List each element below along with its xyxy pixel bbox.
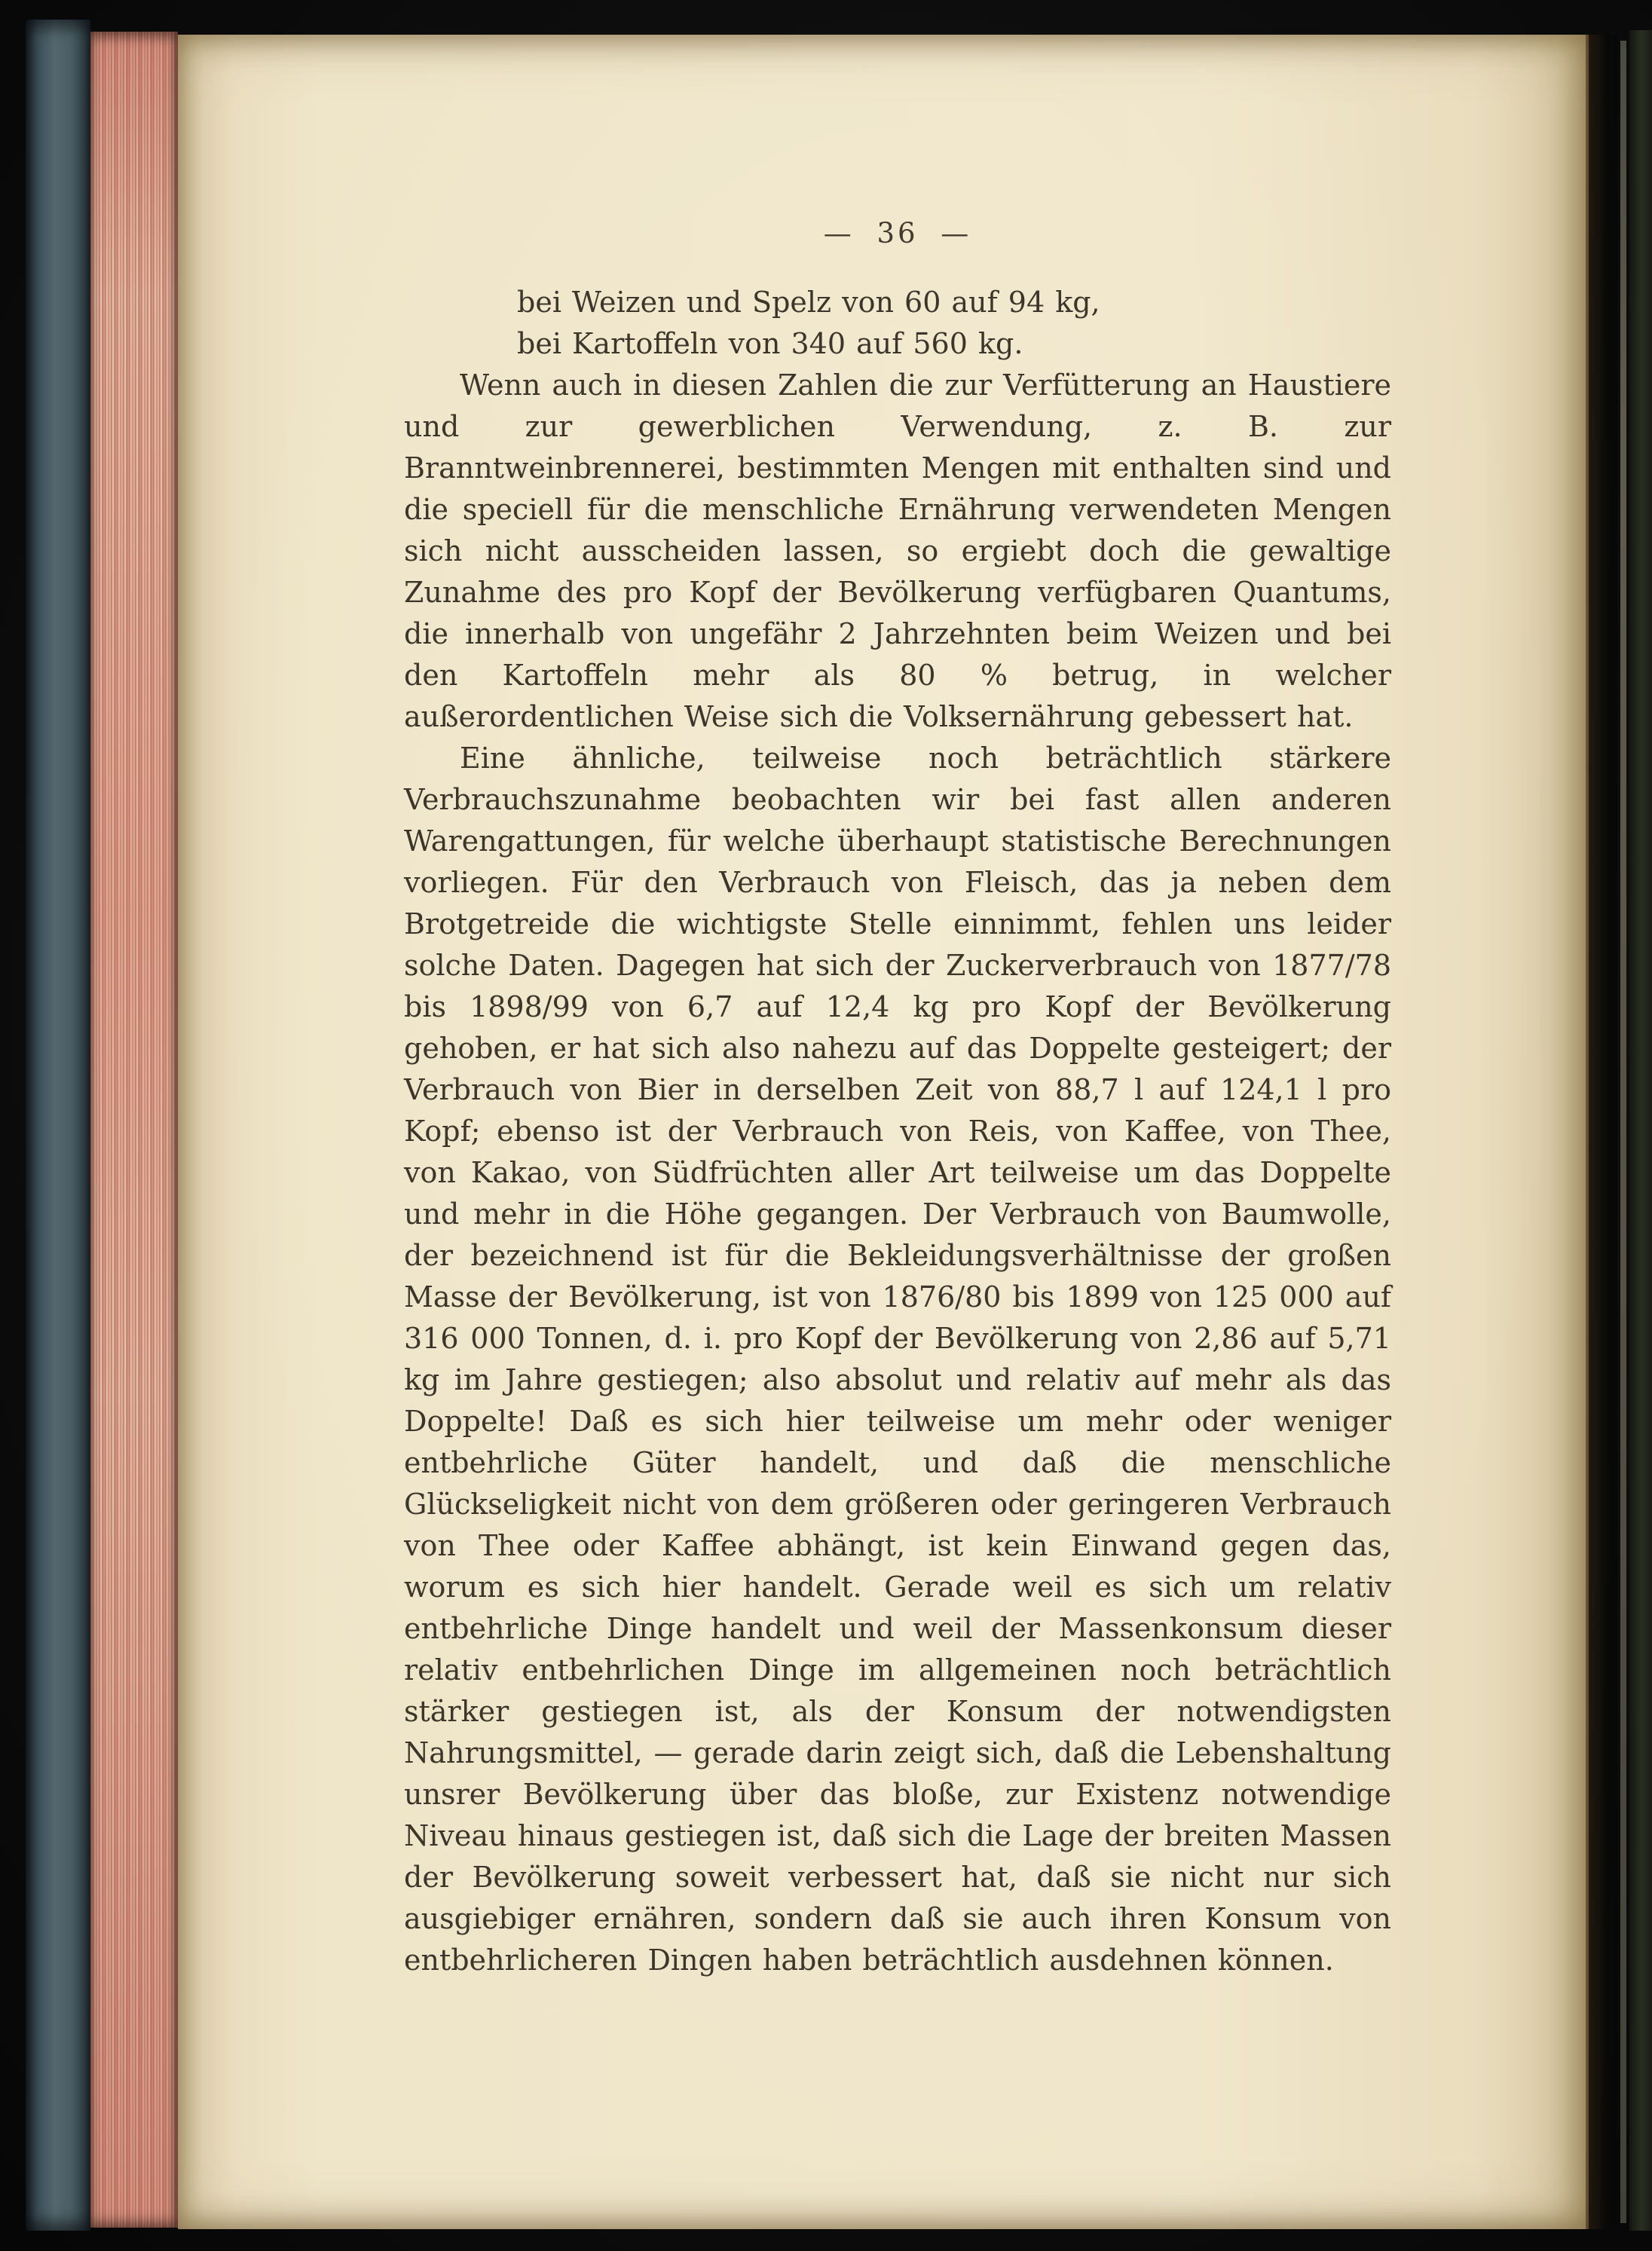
- page-edge-stack: [90, 32, 178, 2228]
- page-number: — 36 —: [823, 217, 972, 249]
- facing-page-edge: [1620, 41, 1626, 2223]
- intro-line-potatoes: bei Kartoffeln von 340 auf 560 kg.: [517, 327, 1023, 360]
- paragraph-food-supply: Wenn auch in diesen Zahlen die zur Verfütterung an Haustiere und zur gewerblichen Verwendung, z. B. zur Branntweinbrennerei, bestimmten Mengen mit enthalten sind und die speciell für die menschliche Ernährung verwendeten Mengen sich nicht ausscheiden lassen, so ergiebt doch die gewaltige Zunahme des pro Kopf der Bevölkerung verfügbaren Quantums, die innerhalb von ungefähr 2 Jahrzehnten beim Weizen und bei den Kartoffeln mehr als 80 % betrug, in welcher außerordentlichen Weise sich die Volksernährung gebessert hat.: [404, 369, 1391, 733]
- paragraph-consumption-growth: Eine ähnliche, teilweise noch beträchtlich stärkere Verbrauchszunahme beobachten wir bei fast allen anderen Warengattungen, für welche überhaupt statistische Berechnungen vorliegen. Für den Verbrauch von Fleisch, das ja neben dem Brotgetreide die wichtigste Stelle einnimmt, fehlen uns leider solche Daten. Dagegen hat sich der Zuckerverbrauch von 1877/78 bis 1898/99 von 6,7 auf 12,4 kg pro Kopf der Bevölkerung gehoben, er hat sich also nahezu auf das Doppelte gesteigert; der Verbrauch von Bier in derselben Zeit von 88,7 l auf 124,1 l pro Kopf; ebenso ist der Verbrauch von Reis, von Kaffee, von Thee, von Kakao, von Südfrüchten aller Art teilweise um das Doppelte und mehr in die Höhe gegangen. Der Verbrauch von Baumwolle, der bezeichnend ist für die Bekleidungsverhältnisse der großen Masse der Bevölkerung, ist von 1876/80 bis 1899 von 125 000 auf 316 000 Tonnen, d. i. pro Kopf der Bevölkerung von 2,86 auf 5,71 kg im Jahre gestiegen; also absolut und relativ auf mehr als das Doppelte! Daß es sich hier teilweise um mehr oder weniger entbehrliche Güter handelt, und daß die menschliche Glückseligkeit nicht von dem größeren oder geringeren Verbrauch von Thee oder Kaffee abhängt, ist kein Einwand gegen das, worum es sich hier handelt. Gerade weil es sich um relativ entbehrliche Dinge handelt und weil der Massenkonsum dieser relativ entbehrlichen Dinge im allgemeinen noch beträchtlich stärker gestiegen ist, als der Konsum der notwendigsten Nahrungsmittel, — gerade darin zeigt sich, daß die Lebenshaltung unsrer Bevölkerung über das bloße, zur Existenz notwendige Niveau hinaus gestiegen ist, daß sich die Lage der breiten Massen der Bevölkerung soweit verbessert hat, daß sie nicht nur sich ausgiebiger ernähren, sondern daß sie auch ihren Konsum von entbehrlicheren Dingen haben beträchtlich ausdehnen können.: [404, 742, 1391, 1977]
- intro-line-wheat: bei Weizen und Spelz von 60 auf 94 kg,: [517, 286, 1100, 319]
- text-block: [404, 282, 1391, 1981]
- facing-cover-strip: [1629, 30, 1652, 2231]
- book-spine: [26, 20, 90, 2231]
- book-page: [178, 35, 1589, 2229]
- page-curve-shadow: [1586, 35, 1617, 2229]
